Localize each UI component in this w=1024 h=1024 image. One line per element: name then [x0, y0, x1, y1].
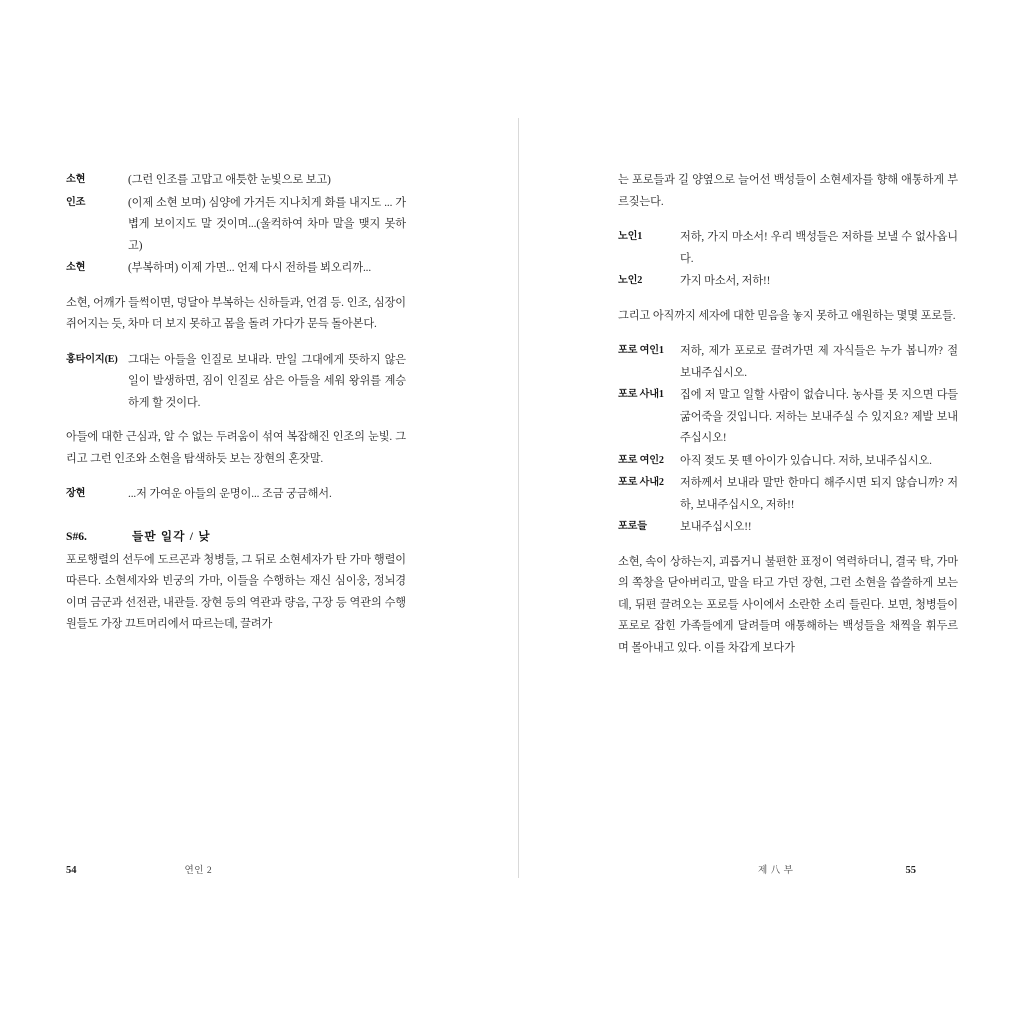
speaker-line-text: 저하, 가지 마소서! 우리 백성들은 저하를 보낼 수 없사옵니다. — [680, 231, 958, 265]
dialogue-line — [618, 341, 958, 384]
speaker-name: 포로 사내2 — [618, 477, 664, 488]
scene-heading — [66, 528, 406, 544]
dialogue-line — [618, 271, 958, 293]
right-page — [618, 170, 958, 673]
page-number: 54 — [66, 865, 77, 876]
dialogue-line — [66, 170, 406, 192]
dialogue-line — [618, 517, 958, 539]
dialogue-block — [66, 170, 406, 280]
speaker-name: 장현 — [66, 488, 86, 499]
speaker-line-text: 보내주십시오!! — [680, 521, 752, 533]
speaker-name: 인조 — [66, 196, 86, 208]
speaker-line-text: 가지 마소서, 저하!! — [680, 275, 771, 287]
narration-paragraph: 소현, 속이 상하는지, 괴롭거니 불편한 표정이 역력하더니, 결국 탁, 가마의 쪽창을 닫아버리고, 말을 타고 가던 장현, 그런 소현을 씁쓸하게 보는데, 뒤편 끌려오는 포로들 사이에서 소란한 소리 들린다. 보면, 청병들이 포로로 잡힌 가족들에게 달려들며 애통해하는 백성들을 채찍을 휘두르며 몰아내고 있다. 이를 차갑게 보다가 — [618, 555, 958, 654]
speaker-name: 홍타이지(E) — [66, 353, 118, 365]
dialogue-block — [66, 350, 406, 415]
speaker-name: 소현 — [66, 262, 86, 273]
speaker-line-text: ...저 가여운 아들의 운명이... 조금 궁금해서. — [128, 488, 332, 500]
right-page-footer — [618, 862, 958, 876]
dialogue-block — [618, 341, 958, 539]
speaker-name: 포로 여인2 — [618, 454, 664, 466]
narration-paragraph: 포로행렬의 선두에 도르곤과 청병들, 그 뒤로 소현세자가 탄 가마 행렬이 따른다. 소현세자와 빈궁의 가마, 이들을 수행하는 재신 심이웅, 정뇌경이며 금군과 선전관, 내관들. 장현 등의 역관과 량음, 구장 등 역관의 수행원들도 가장 끄트머리에서 따르는데, 끌려가 — [66, 553, 406, 630]
speaker-line-text: (그런 인조를 고맙고 애틋한 눈빛으로 보고) — [128, 174, 331, 186]
scene-number: S#6. — [66, 529, 87, 543]
left-page — [66, 170, 406, 650]
narration-paragraph: 는 포로들과 길 양옆으로 늘어선 백성들이 소현세자를 향해 애통하게 부르짖는다. — [618, 174, 958, 208]
dialogue-line — [66, 193, 406, 258]
speaker-name: 포로들 — [618, 521, 647, 532]
speaker-line-text: 아직 젖도 못 뗀 아이가 있습니다. 저하, 보내주십시오. — [680, 454, 932, 467]
dialogue-line — [618, 385, 958, 450]
book-title-footer: 연인 2 — [184, 865, 213, 876]
dialogue-line — [618, 227, 958, 270]
narration-paragraph: 아들에 대한 근심과, 알 수 없는 두려움이 섞여 복잡해진 인조의 눈빛. 그리고 그런 인조와 소현을 탐색하듯 보는 장현의 혼잣말. — [66, 431, 406, 465]
speaker-name: 노인2 — [618, 275, 643, 286]
dialogue-line — [66, 484, 406, 506]
speaker-name: 소현 — [66, 174, 86, 185]
dialogue-block — [66, 484, 406, 506]
page-gutter-divider — [518, 118, 519, 878]
speaker-line-text: 저하, 제가 포로로 끌려가면 제 자식들은 누가 봅니까? 절 보내주십시오. — [680, 345, 958, 379]
dialogue-line — [618, 451, 958, 473]
speaker-line-text: 집에 저 말고 일할 사람이 없습니다. 농사를 못 지으면 다들 굶어죽을 것입니다. 저하는 보내주실 수 있지요? 제발 보내주십시오! — [680, 389, 958, 444]
dialogue-line — [66, 350, 406, 415]
speaker-line-text: 저하께서 보내라 말만 한마디 해주시면 되지 않습니까? 저하, 보내주십시오, 저하!! — [680, 477, 958, 511]
narration-paragraph: 소현, 어깨가 들썩이면, 덩달아 부복하는 신하들과, 언겸 등. 인조, 심장이 쥐어지는 듯, 차마 더 보지 못하고 몸을 돌려 가다가 문득 돌아본다. — [66, 296, 406, 330]
dialogue-block — [618, 227, 958, 293]
speaker-name: 노인1 — [618, 231, 643, 242]
narration-paragraph: 그리고 아직까지 세자에 대한 믿음을 놓지 못하고 애원하는 몇몇 포로들. — [618, 309, 956, 322]
left-page-footer — [66, 862, 406, 876]
speaker-line-text: 그대는 아들을 인질로 보내라. 만일 그대에게 뜻하지 않은 일이 발생하면, 짐이 인질로 삼은 아들을 세워 왕위를 계승하게 할 것이다. — [128, 353, 406, 409]
dialogue-line — [66, 258, 406, 280]
page-number: 55 — [905, 865, 916, 876]
chapter-title-footer: 제 八 부 — [758, 865, 794, 876]
speaker-line-text: (이제 소현 보며) 심양에 가거든 지나치게 화를 내지도 ... 가볍게 보이지도 말 것이며...(울컥하여 차마 말을 맺지 못하고) — [128, 196, 406, 252]
speaker-name: 포로 여인1 — [618, 345, 664, 356]
speaker-line-text: (부복하며) 이제 가면... 언제 다시 전하를 뵈오리까... — [128, 262, 372, 274]
scene-title: 들판 일각 / 낮 — [132, 529, 211, 543]
speaker-name: 포로 사내1 — [618, 389, 664, 400]
dialogue-line — [618, 473, 958, 516]
